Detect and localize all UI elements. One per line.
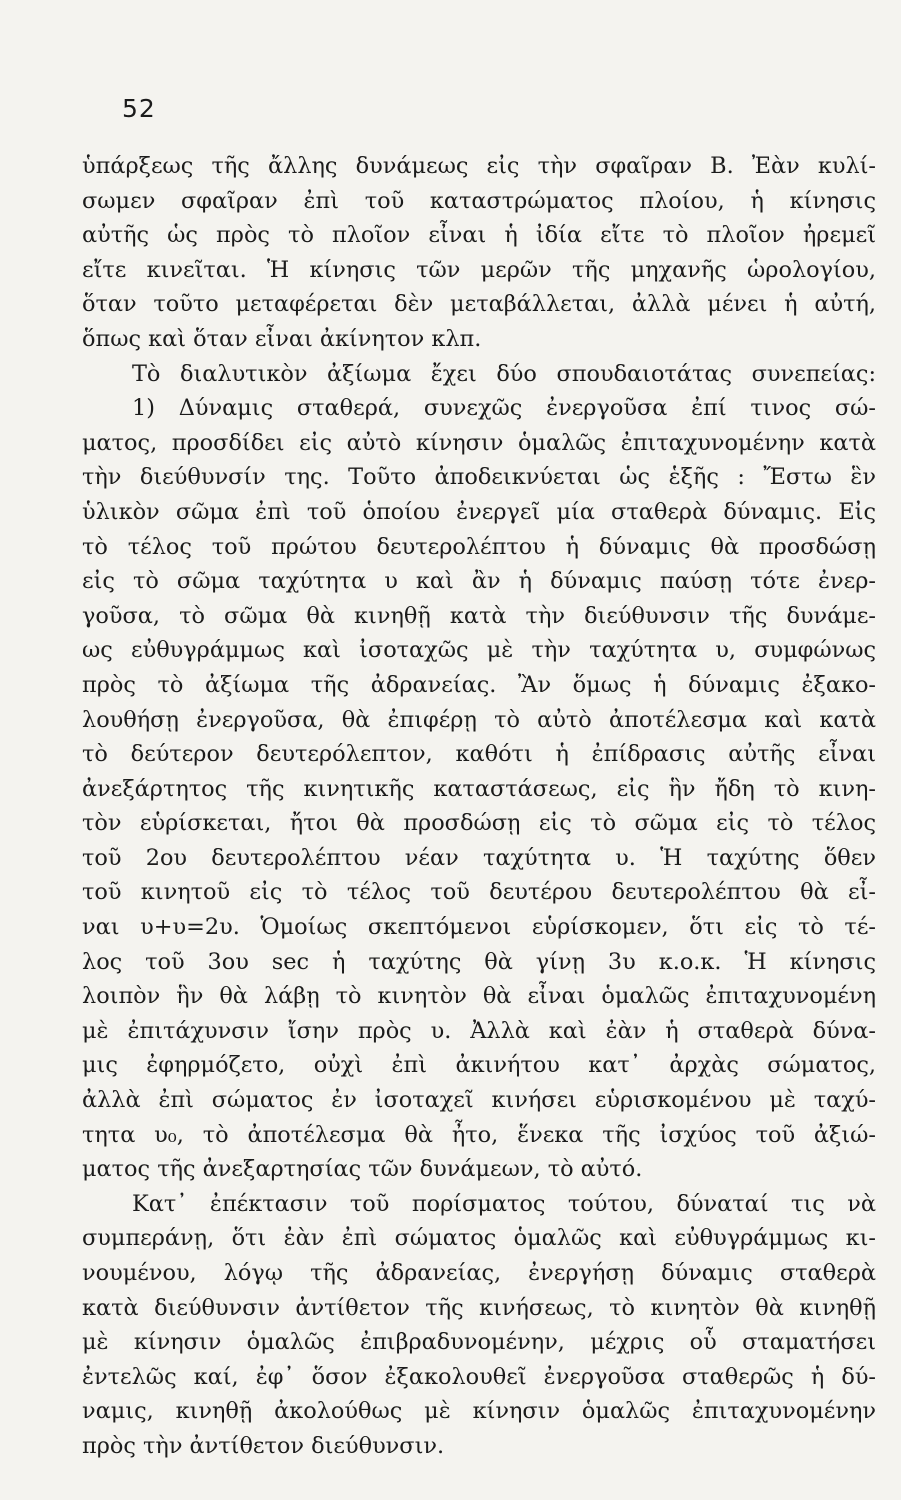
text-line: ὅπως καὶ ὅταν εἶναι ἀκίνητον κλπ.: [82, 325, 482, 352]
text-line: τὸ τέλος τοῦ πρώτου δευτερολέπτου ἡ δύναμις θὰ προσδώσῃ: [82, 533, 876, 560]
text-line: ως εὐθυγράμμως καὶ ἰσοταχῶς μὲ τὴν ταχύτητα υ, συμφώνως: [82, 637, 876, 664]
text-line: Τὸ διαλυτικὸν ἀξίωμα ἔχει δύο σπουδαιοτάτας συνεπείας:: [132, 360, 876, 387]
text-line: λουθήσῃ ἐνεργοῦσα, θὰ ἐπιφέρῃ τὸ αὐτὸ ἀποτέλεσμα καὶ κατὰ: [82, 706, 876, 733]
text-line: ναμις, κινηθῇ ἀκολούθως μὲ κίνησιν ὁμαλῶς ἐπιταχυνομένην: [82, 1398, 876, 1425]
text-line: ἐντελῶς καί, ἐφ᾿ ὅσον ἐξακολουθεῖ ἐνεργοῦσα σταθερῶς ἡ δύ-: [82, 1363, 876, 1390]
text-line: πρὸς τὸ ἀξίωμα τῆς ἀδρανείας. Ἂν ὅμως ἡ δύναμις ἐξακο-: [82, 671, 876, 698]
text-line: κατὰ διεύθυνσιν ἀντίθετον τῆς κινήσεως, τὸ κινητὸν θὰ κινηθῇ: [82, 1294, 876, 1321]
text-line: νουμένου, λόγῳ τῆς ἀδρανείας, ἐνεργήσῃ δύναμις σταθερὰ: [82, 1260, 876, 1286]
text-line: ματος τῆς ἀνεξαρτησίας τῶν δυνάμεων, τὸ αὐτό.: [82, 1156, 643, 1183]
text-line: τὸν εὑρίσκεται, ἤτοι θὰ προσδώσῃ εἰς τὸ σῶμα εἰς τὸ τέλος: [82, 810, 876, 837]
text-line: ὅταν τοῦτο μεταφέρεται δὲν μεταβάλλεται, ἀλλὰ μένει ἡ αὐτή,: [82, 291, 876, 318]
text-line: ματος, προσδίδει εἰς αὐτὸ κίνησιν ὁμαλῶς ἐπιταχυνομένην κατὰ: [82, 429, 876, 456]
text-line: τητα υ₀, τὸ ἀποτέλεσμα θὰ ἦτο, ἕνεκα τῆς ἰσχύος τοῦ ἀξιώ-: [82, 1121, 876, 1148]
text-line: ἀνεξάρτητος τῆς κινητικῆς καταστάσεως, εἰς ἣν ἤδη τὸ κινη-: [82, 775, 876, 802]
text-line: αὐτῆς ὡς πρὸς τὸ πλοῖον εἶναι ἡ ἰδία εἴτε τὸ πλοῖον ἠρεμεῖ: [82, 222, 876, 249]
text-line: τοῦ 2ου δευτερολέπτου νέαν ταχύτητα υ. Ἡ ταχύτης ὅθεν: [82, 844, 876, 871]
text-line: λοιπὸν ἣν θὰ λάβῃ τὸ κινητὸν θὰ εἶναι ὁμαλῶς ἐπιταχυνομένη: [82, 983, 876, 1010]
text-line: σωμεν σφαῖραν ἐπὶ τοῦ καταστρώματος πλοίου, ἡ κίνησις: [82, 187, 876, 214]
text-line: εἴτε κινεῖται. Ἡ κίνησις τῶν μερῶν τῆς μηχανῆς ὡρολογίου,: [82, 256, 876, 283]
text-line: εἰς τὸ σῶμα ταχύτητα υ καὶ ἂν ἡ δύναμις παύσῃ τότε ἐνερ-: [82, 568, 876, 595]
text-line: ναι υ+υ=2υ. Ὁμοίως σκεπτόμενοι εὑρίσκομεν, ὅτι εἰς τὸ τέ-: [82, 914, 876, 941]
text-line: τὴν διεύθυνσίν της. Τοῦτο ἀποδεικνύεται ὡς ἑξῆς : Ἔστω ἓν: [82, 464, 876, 491]
page-number: 52: [122, 94, 156, 123]
text-line: γοῦσα, τὸ σῶμα θὰ κινηθῇ κατὰ τὴν διεύθυνσιν τῆς δυνάμε-: [82, 602, 876, 629]
text-line: λος τοῦ 3ου sec ἡ ταχύτης θὰ γίνῃ 3υ κ.ο.κ. Ἡ κίνησις: [82, 948, 876, 975]
body-text: [82, 149, 876, 1464]
text-line: ὑλικὸν σῶμα ἐπὶ τοῦ ὁποίου ἐνεργεῖ μία σταθερὰ δύναμις. Εἰς: [82, 498, 876, 525]
text-line: πρὸς τὴν ἀντίθετον διεύθυνσιν.: [82, 1432, 445, 1459]
text-line: τοῦ κινητοῦ εἰς τὸ τέλος τοῦ δευτέρου δευτερολέπτου θὰ εἶ-: [82, 879, 876, 906]
text-line: μὲ ἐπιτάχυνσιν ἴσην πρὸς υ. Ἀλλὰ καὶ ἐὰν ἡ σταθερὰ δύνα-: [82, 1017, 876, 1044]
text-line: συμπεράνῃ, ὅτι ἐὰν ἐπὶ σώματος ὁμαλῶς καὶ εὐθυγράμμως κι-: [82, 1225, 876, 1252]
text-line: τὸ δεύτερον δευτερόλεπτον, καθότι ἡ ἐπίδρασις αὐτῆς εἶναι: [82, 741, 876, 768]
text-line: μὲ κίνησιν ὁμαλῶς ἐπιβραδυνομένην, μέχρις οὗ σταματήσει: [82, 1329, 876, 1356]
text-line: 1) Δύναμις σταθερά, συνεχῶς ἐνεργοῦσα ἐπί τινος σώ-: [132, 395, 876, 422]
text-line: μις ἐφηρμόζετο, οὐχὶ ἐπὶ ἀκινήτου κατ᾿ ἀρχὰς σώματος,: [82, 1052, 876, 1079]
text-line: ὑπάρξεως τῆς ἄλλης δυνάμεως εἰς τὴν σφαῖραν Β. Ἐὰν κυλί-: [82, 153, 876, 179]
text-line: Κατ᾿ ἐπέκτασιν τοῦ πορίσματος τούτου, δύναταί τις νὰ: [132, 1190, 876, 1217]
text-line: ἀλλὰ ἐπὶ σώματος ἐν ἰσοταχεῖ κινήσει εὑρισκομένου μὲ ταχύ-: [82, 1087, 876, 1114]
